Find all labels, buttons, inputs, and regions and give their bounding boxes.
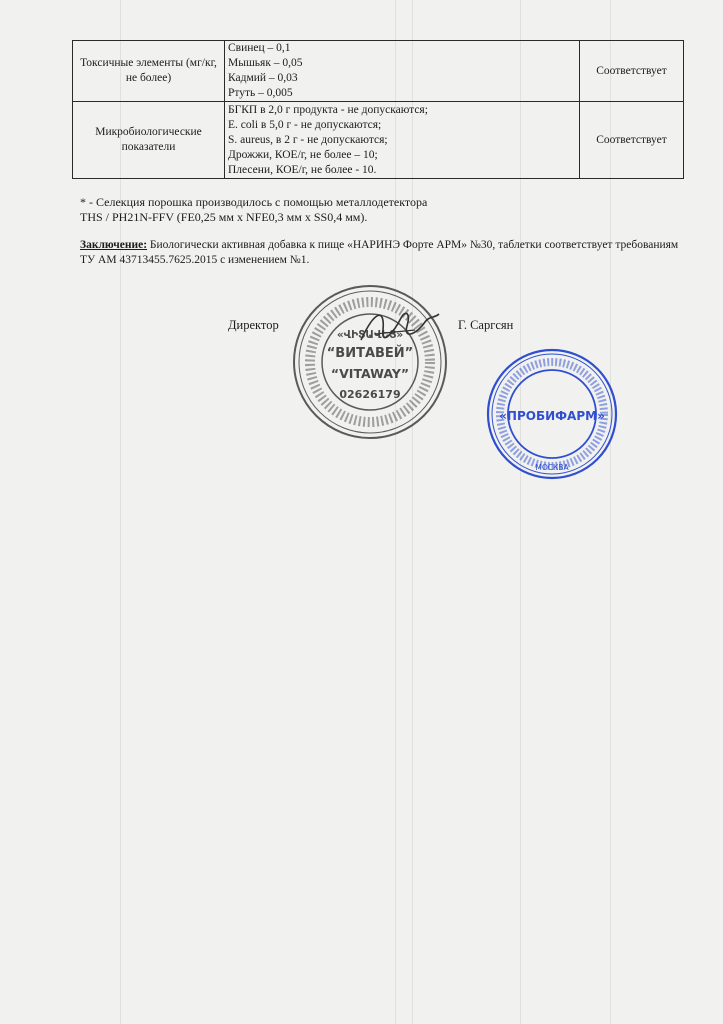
spec-table (72, 40, 684, 179)
table-cell-result: Соответствует (580, 102, 684, 179)
stamp-company-name: «ПРОБИФАРМ» (499, 409, 605, 423)
value-line: Кадмий – 0,03 (228, 72, 298, 84)
table-cell-values (225, 102, 580, 179)
footnote-line: * - Селекция порошка производилось с помощью металлодетектора (80, 195, 428, 209)
table-row (73, 102, 684, 179)
conclusion-text: Биологически активная добавка к пище «НАРИНЭ Форте АРМ» №30, таблетки соответствует требованиям ТУ AM 43713455.7625.2015 с изменением №1. (80, 239, 679, 266)
table-row (73, 41, 684, 102)
stamp-text-armenian: «ՎԻՏԱՎԵՅ» (336, 329, 404, 341)
signer-role: Директор (228, 318, 279, 332)
table-cell-result: Соответствует (580, 41, 684, 102)
conclusion-label: Заключение: (80, 239, 148, 251)
footnote (80, 195, 427, 225)
probifarm-stamp (484, 346, 620, 482)
value-line: Свинец – 0,1 (228, 42, 291, 54)
value-line: E. coli в 5,0 г - не допускаются; (228, 118, 382, 131)
signer-name: Г. Саргсян (458, 318, 514, 332)
value-line: БГКП в 2,0 г продукта - не допускаются; (228, 103, 428, 116)
conclusion (80, 238, 680, 268)
table-cell-values (225, 41, 580, 102)
stamp-text-latin: “VITAWAY” (330, 366, 410, 381)
stamp-city: МОСКВА (535, 463, 569, 472)
value-line: Плесени, КОЕ/г, не более - 10. (228, 163, 377, 176)
table-cell-parameter: Токсичные элементы (мг/кг, не более) (73, 41, 225, 102)
stamp-text-cyrillic: “ВИТАВЕЙ” (326, 346, 414, 361)
value-line: Ртуть – 0,005 (228, 87, 293, 99)
handwritten-signature (355, 300, 445, 360)
value-line: Дрожжи, КОЕ/г, не более – 10; (228, 148, 378, 161)
value-line: Мышьяк – 0,05 (228, 57, 303, 69)
stamp-number: 02626179 (339, 388, 401, 401)
footnote-line: THS / PH21N-FFV (FE0,25 мм x NFE0,3 мм x SS0,4 мм). (80, 210, 368, 224)
value-line: S. aureus, в 2 г - не допускаются; (228, 133, 388, 146)
table-cell-parameter: Микробиологические показатели (73, 102, 225, 179)
